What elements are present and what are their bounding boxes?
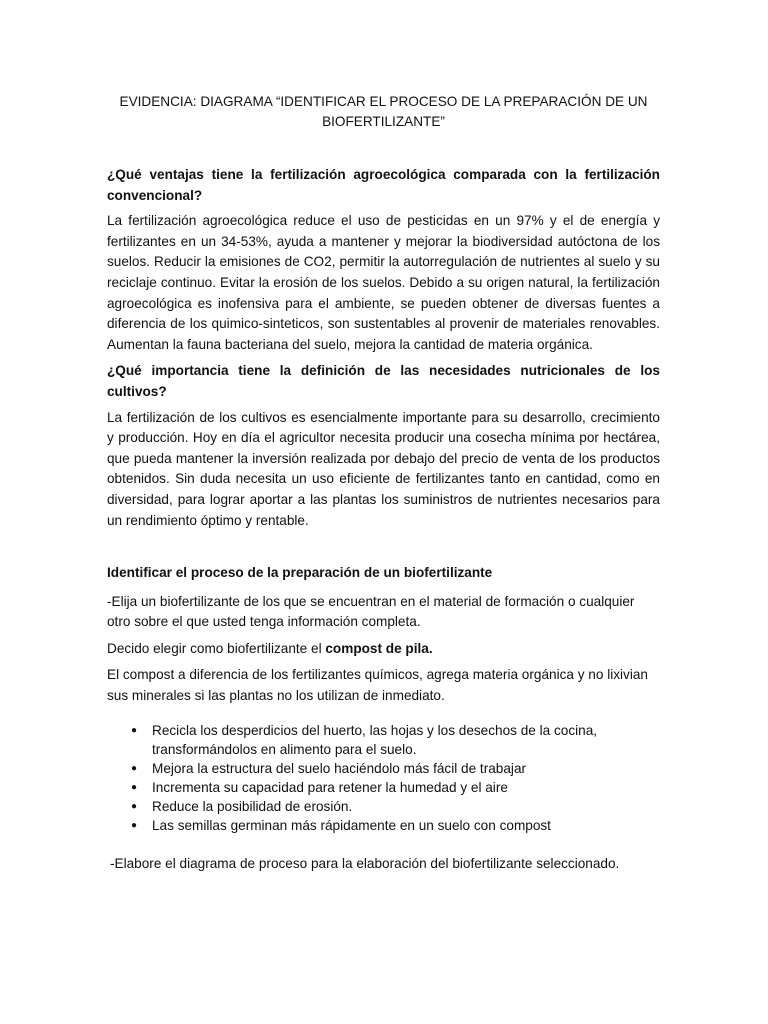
answer-1: La fertilización agroecológica reduce el uso de pesticidas en un 97% y el de energía y fertilizantes en un 34-53%, ayuda a mantener y mejorar la biodiversidad autóctona de los suelos. Reducir la emisiones de CO2, permitir la autorregulación de nutrientes al suelo y su reciclaje continuo. Evitar la erosión de los suelos. Debido a su origen natural, la fertilización agroecológica es inofensiva para el ambiente, se pueden obtener de diversas fuentes a diferencia de los quimico-sinteticos, son sustentables al provenir de materiales renovables. Aumentan la fauna bacteriana del suelo, mejora la cantidad de materia orgánica. (107, 213, 660, 352)
benefit-text: Reduce la posibilidad de erosión. (152, 798, 353, 814)
benefit-text: Mejora la estructura del suelo haciéndolo más fácil de trabajar (152, 760, 527, 776)
document-title-line-2: BIOFERTILIZANTE” (322, 114, 445, 129)
bullet-icon: ● (131, 781, 138, 793)
question-1: ¿Qué ventajas tiene la fertilización agroecológica comparada con la fertilización convencional? (107, 167, 660, 203)
question-2: ¿Qué importancia tiene la definición de las necesidades nutricionales de los cultivos? (107, 363, 660, 399)
list-item (131, 778, 660, 797)
compost-description: El compost a diferencia de los fertilizantes químicos, agrega materia orgánica y no lixivian sus minerales si las plantas no los utilizan de inmediato. (107, 667, 648, 704)
instruction-choose: -Elija un biofertilizante de los que se encuentran en el material de formación o cualquier otro sobre el que usted tenga información completa. (107, 593, 635, 630)
bullet-icon: ● (131, 724, 138, 736)
document-title (107, 92, 660, 132)
list-item (131, 816, 660, 835)
benefit-text: Recicla los desperdicios del huerto, las hojas y los desechos de la cocina, transformándolos en alimento para el suelo. (152, 722, 598, 757)
document-title-line-1: EVIDENCIA: DIAGRAMA “IDENTIFICAR EL PROCESO DE LA PREPARACIÓN DE UN (119, 94, 648, 109)
bullet-icon: ● (131, 800, 138, 812)
list-item (131, 759, 660, 778)
benefits-list (107, 721, 660, 835)
choice-prefix: Decido elegir como biofertilizante el (107, 640, 326, 656)
bullet-icon: ● (131, 762, 138, 774)
benefit-text: Las semillas germinan más rápidamente en un suelo con compost (152, 817, 551, 833)
choice-statement (107, 639, 660, 660)
instruction-diagram: -Elabore el diagrama de proceso para la elaboración del biofertilizante seleccionado. (110, 855, 620, 871)
benefit-text: Incrementa su capacidad para retener la humedad y el aire (152, 779, 508, 795)
section-heading: Identificar el proceso de la preparación de un biofertilizante (107, 565, 493, 581)
bullet-icon: ● (131, 819, 138, 831)
choice-compost-de-pila: compost de pila. (325, 640, 433, 656)
list-item (131, 721, 660, 759)
list-item (131, 797, 660, 816)
answer-2: La fertilización de los cultivos es esencialmente importante para su desarrollo, crecimiento y producción. Hoy en día el agricultor necesita producir una cosecha mínima por hectárea, que pueda mantener la inversión realizada por debajo del precio de venta de los productos obtenidos. Sin duda necesita un uso eficiente de fertilizantes tanto en cantidad, como en diversidad, para lograr aportar a las plantas los suministros de nutrientes necesarios para un rendimiento óptimo y rentable. (107, 409, 660, 528)
